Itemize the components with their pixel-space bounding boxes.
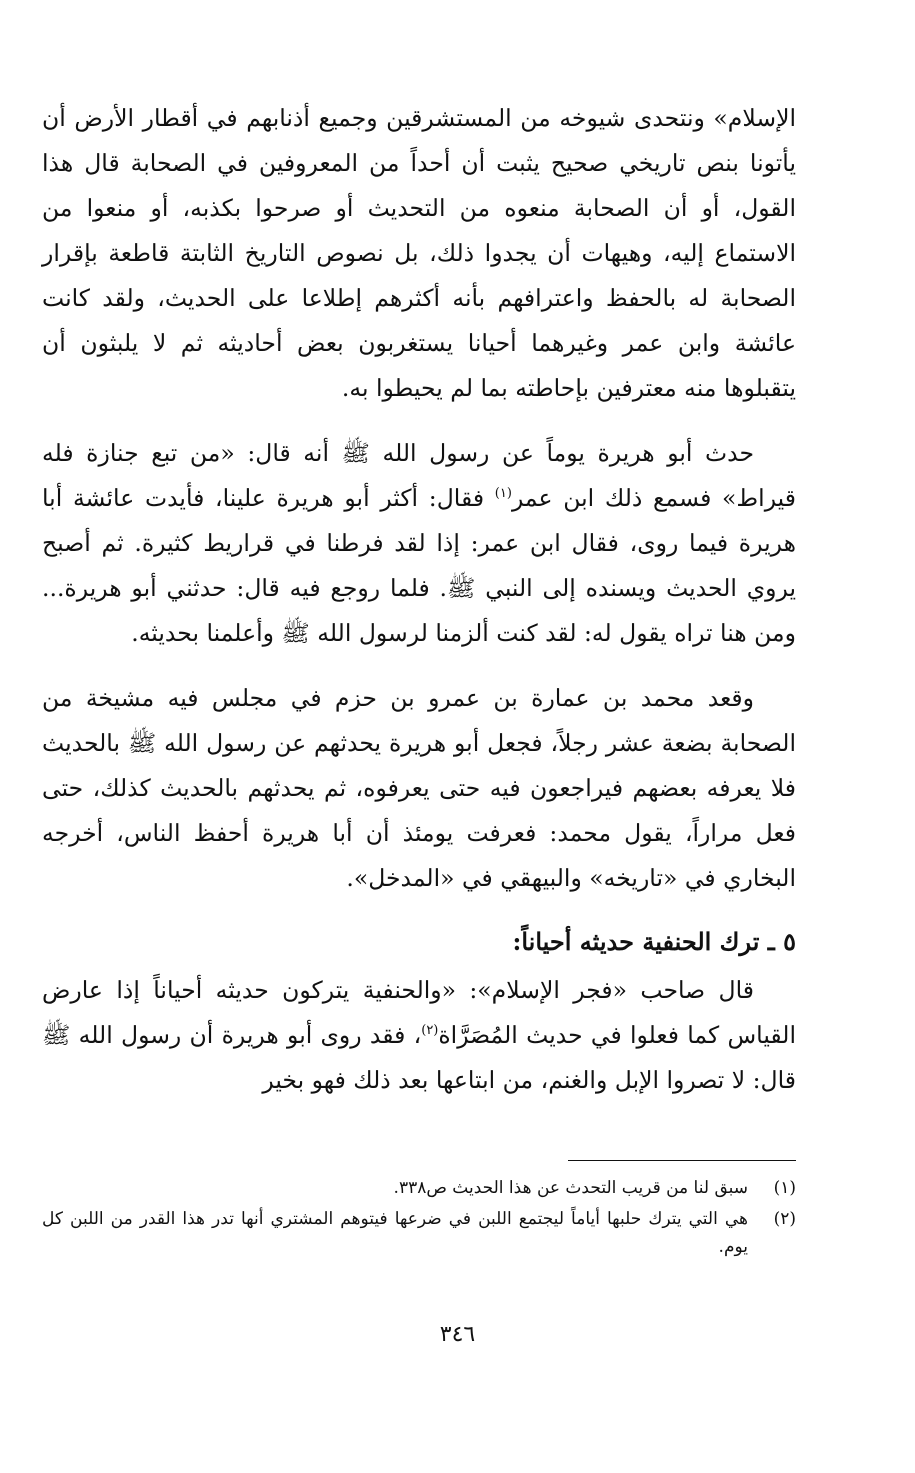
- footnote-1: [42, 1174, 796, 1202]
- paragraph-4: [42, 968, 796, 1103]
- paragraph-2-text-start: حدث أبو هريرة يوماً عن رسول الله ﷺ أنه قال: «من تبع جنازة فله قيراط» فسمع ذلك ابن عمر: [42, 439, 796, 512]
- footnote-number: (٢): [773, 1209, 796, 1229]
- footnote-ref-2: (٢): [421, 1023, 439, 1039]
- paragraph-4-text-start: قال صاحب «فجر الإسلام»: «والحنفية يتركون حديثه أحياناً إذا عارض القياس كما فعلوا في حديث المُصَرَّاة: [42, 976, 796, 1049]
- footnote-2: [42, 1205, 796, 1261]
- footnote-separator: [568, 1160, 796, 1161]
- paragraph-4-text-end: ، فقد روى أبو هريرة أن رسول الله ﷺ قال: لا تصروا الإبل والغنم، من ابتاعها بعد ذلك فهو بخير: [42, 1021, 796, 1094]
- section-heading: ٥ ـ ترك الحنفية حديثه أحياناً:: [512, 927, 796, 956]
- footnote-text: هي التي يترك حلبها أياماً ليجتمع اللبن في ضرعها فيتوهم المشتري أنها تدر هذا القدر من اللبن كل يوم.: [42, 1209, 748, 1257]
- footnote-number: (١): [773, 1178, 796, 1198]
- paragraph-2: [42, 431, 796, 656]
- page-number: ٣٤٦: [439, 1322, 476, 1347]
- paragraph-1: الإسلام» ونتحدى شيوخه من المستشرقين وجميع أذنابهم في أقطار الأرض أن يأتونا بنص تاريخي صحيح يثبت أن أحداً من المعروفين في الصحابة قال هذا القول، أو أن الصحابة منعوه من التحديث أو صرحوا بكذبه، أو منعوا من الاستماع إليه، وهيهات أن يجدوا ذلك، بل نصوص التاريخ الثابتة قاطعة بإقرار الصحابة له بالحفظ واعترافهم بأنه أكثرهم إطلاعا على الحديث، ولقد كانت عائشة وابن عمر وغيرهما أحيانا يستغربون بعض أحاديثه ثم لا يلبثون أن يتقبلوها منه معترفين بإحاطته بما لم يحيطوا به.: [42, 104, 796, 402]
- paragraph-2-text-end: فقال: أكثر أبو هريرة علينا، فأيدت عائشة أبا هريرة فيما روى، فقال ابن عمر: إذا لقد فرطنا في قراريط كثيرة. ثم أصبح يروي الحديث ويسنده إلى النبي ﷺ. فلما روجع فيه قال: حدثني أبو هريرة... ومن هنا تراه يقول له: لقد كنت ألزمنا لرسول الله ﷺ وأعلمنا بحديثه.: [42, 484, 796, 647]
- footnote-ref-1: (١): [494, 486, 512, 502]
- paragraph-3: وقعد محمد بن عمارة بن عمرو بن حزم في مجلس فيه مشيخة من الصحابة بضعة عشر رجلاً، فجعل أبو هريرة يحدثهم عن رسول الله ﷺ بالحديث فلا يعرفه بعضهم فيراجعون فيه حتى يعرفوه، ثم يحدثهم بالحديث كذلك، حتى فعل مراراً، يقول محمد: فعرفت يومئذ أن أبا هريرة أحفظ الناس، أخرجه البخاري في «تاريخه» والبيهقي في «المدخل».: [42, 684, 796, 892]
- footnotes: [42, 1174, 796, 1264]
- footnote-text: سبق لنا من قريب التحدث عن هذا الحديث ص٣٣٨.: [393, 1178, 748, 1198]
- page-body: [42, 96, 796, 1103]
